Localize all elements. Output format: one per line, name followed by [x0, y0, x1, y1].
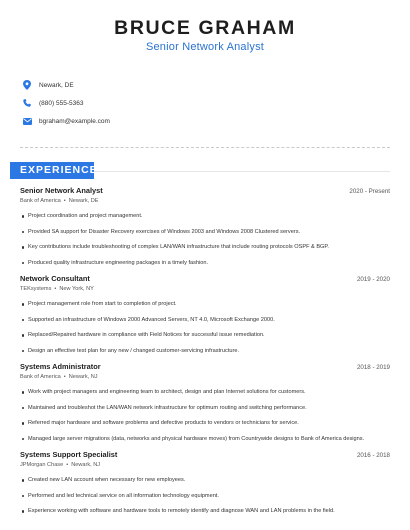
bullet-item: Managed large server migrations (data, networks and physical hardware moves) from Countrywide designs to Bank of America designs.: [20, 435, 390, 443]
job-dates: 2018 - 2019: [356, 364, 390, 371]
section-heading-experience: EXPERIENCE: [10, 162, 94, 179]
job-location: New York, NY: [59, 286, 94, 292]
job-bullets: [20, 300, 390, 355]
job-company: Bank of America: [20, 374, 61, 380]
bullet-item: Replaced/Repaired hardware in compliance with Field Notices for successful issue remediation.: [20, 331, 390, 339]
job-bullets: [20, 476, 390, 515]
job-bullets: [20, 388, 390, 443]
job-entry: [20, 450, 390, 515]
job-company: Bank of America: [20, 198, 61, 204]
job-role: Senior Network Analyst: [20, 186, 103, 195]
bullet-item: Performed and led technical service on all information technology equipment.: [20, 492, 390, 500]
location-pin-icon: [22, 80, 32, 90]
job-role: Systems Support Specialist: [20, 450, 118, 459]
bullet-item: Work with project managers and engineering team to architect, design and plan Internet solutions for customers.: [20, 388, 390, 396]
job-company-line: JPMorgan Chase • Newark, NJ: [20, 462, 101, 468]
bullet-item: Key contributions include troubleshooting of complex LAN/WAN infrastructure that include routing protocols OSPF & BGP.: [20, 243, 390, 251]
email-icon: [22, 116, 32, 126]
job-company-line: Bank of America • Newark, NJ: [20, 374, 98, 380]
job-company-line: TEKsystems • New York, NY: [20, 286, 94, 292]
job-entry: [20, 186, 390, 267]
experience-list: [20, 186, 390, 523]
job-location: Newark, NJ: [68, 374, 98, 380]
bullet-item: Created new LAN account when necessary for new employees.: [20, 476, 390, 484]
job-entry: [20, 274, 390, 355]
job-company: TEKsystems: [20, 286, 52, 292]
bullet-item: Experience working with software and hardware tools to remotely identify and diagnose WAN and LAN problems in the field.: [20, 507, 390, 515]
contact-email: [20, 112, 390, 130]
job-dates: 2016 - 2018: [356, 452, 390, 459]
phone-text: (880) 555-5363: [39, 99, 84, 107]
bullet-item: Design an effective test plan for any new / changed customer-servicing infrastructure.: [20, 347, 390, 355]
bullet-item: Project coordination and project management.: [20, 212, 390, 220]
job-company: JPMorgan Chase: [20, 462, 64, 468]
candidate-name: BRUCE GRAHAM: [114, 17, 296, 39]
section-rule: [94, 171, 390, 172]
job-dates: 2020 - Present: [349, 188, 390, 195]
job-role: Systems Administrator: [20, 362, 101, 371]
job-bullets: [20, 212, 390, 267]
job-title: Senior Network Analyst: [145, 41, 265, 53]
bullet-item: Referred major hardware and software problems and defective products to vendors or technicians for service.: [20, 419, 390, 427]
job-dates: 2019 - 2020: [356, 276, 390, 283]
contact-block: [20, 76, 390, 130]
job-company-line: Bank of America • Newark, DE: [20, 198, 99, 204]
bullet-item: Produced quality infrastructure engineering packages in a timely fashion.: [20, 259, 390, 267]
contact-phone: [20, 94, 390, 112]
bullet-item: Provided SA support for Disaster Recovery exercises of Windows 2003 and Windows 2008 Clustered servers.: [20, 228, 390, 236]
divider: [20, 147, 390, 148]
contact-location: [20, 76, 390, 94]
bullet-item: Maintained and troubleshot the LAN/WAN network infrastructure for optimum routing and switching performance.: [20, 404, 390, 412]
location-text: Newark, DE: [39, 81, 74, 89]
job-location: Newark, DE: [68, 198, 99, 204]
job-location: Newark, NJ: [71, 462, 101, 468]
job-entry: [20, 362, 390, 443]
bullet-item: Supported an infrastructure of Windows 2000 Advanced Servers, NT 4.0, Microsoft Exchange 2000.: [20, 316, 390, 324]
email-text[interactable]: bgraham@example.com: [39, 117, 110, 125]
phone-icon: [22, 98, 32, 108]
job-role: Network Consultant: [20, 274, 90, 283]
bullet-item: Project management role from start to completion of project.: [20, 300, 390, 308]
